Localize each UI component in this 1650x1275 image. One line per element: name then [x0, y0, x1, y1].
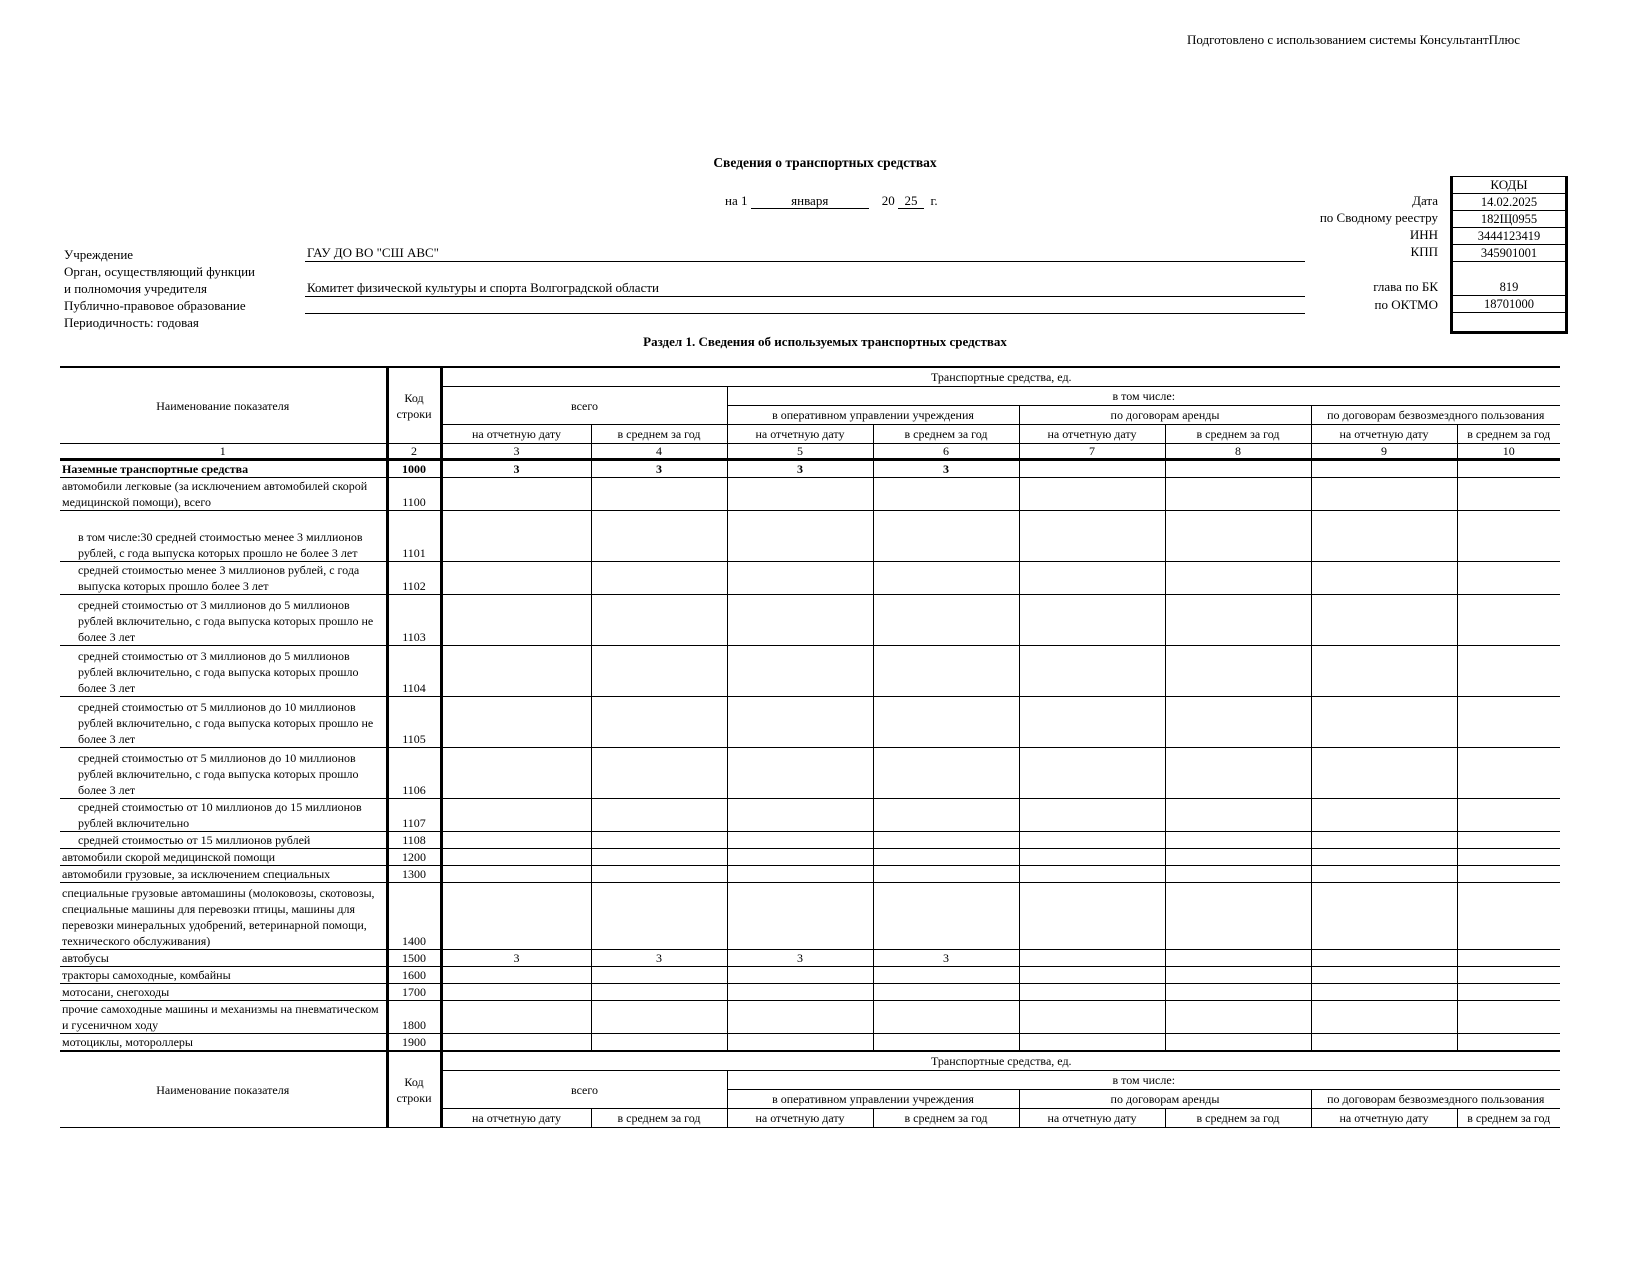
codes-label-inn: ИНН: [1409, 227, 1438, 242]
row-name: Наземные транспортные средства: [60, 460, 387, 478]
row-value[interactable]: [1311, 562, 1457, 595]
row-value[interactable]: [591, 1034, 727, 1052]
row-value[interactable]: [727, 883, 873, 950]
table-row: [60, 697, 1560, 748]
row-name: специальные грузовые автомашины (молоковозы, скотовозы, специальные машины для перевозки птицы, машины для перевозки минеральных удобрений, ветеринарной помощи, технического обслуживания): [60, 883, 387, 950]
row-code: 1500: [387, 950, 441, 967]
col-number: 4: [591, 444, 727, 460]
row-code: 1900: [387, 1034, 441, 1052]
row-value[interactable]: [591, 1001, 727, 1034]
row-value[interactable]: [1311, 646, 1457, 697]
header-transport: Транспортные средства, ед.: [441, 367, 1560, 387]
table-row: [60, 984, 1560, 1001]
repeat-header-including: в том числе:: [727, 1071, 1560, 1090]
row-value[interactable]: [441, 967, 591, 984]
row-value[interactable]: [1311, 950, 1457, 967]
date-year-prefix: 20: [881, 193, 895, 208]
row-name: средней стоимостью от 3 миллионов до 5 миллионов рублей включительно, с года выпуска которых прошло более 3 лет: [60, 646, 387, 697]
row-code: 1107: [387, 799, 441, 832]
row-code: 1700: [387, 984, 441, 1001]
repeat-header-free-use: по договорам безвозмездного пользования: [1311, 1090, 1560, 1109]
row-value[interactable]: [1457, 1001, 1560, 1034]
row-name: средней стоимостью менее 3 миллионов рублей, с года выпуска которых прошло более 3 лет: [60, 562, 387, 595]
row-value[interactable]: [1019, 697, 1165, 748]
table-row: [60, 849, 1560, 866]
header-free-use: по договорам безвозмездного пользования: [1311, 406, 1560, 425]
repeat-header-on-date: на отчетную дату: [727, 1109, 873, 1128]
row-value[interactable]: [1165, 984, 1311, 1001]
row-value[interactable]: [873, 595, 1019, 646]
section-title: Раздел 1. Сведения об используемых транспортных средствах: [643, 334, 1007, 349]
row-value[interactable]: 3: [873, 460, 1019, 478]
row-code: 1800: [387, 1001, 441, 1034]
row-value[interactable]: 3: [591, 950, 727, 967]
col-number: 6: [873, 444, 1019, 460]
table-row: [60, 1034, 1560, 1052]
table-row: [60, 562, 1560, 595]
row-value[interactable]: [441, 511, 591, 562]
row-value[interactable]: [1311, 460, 1457, 478]
row-value[interactable]: [441, 1034, 591, 1052]
row-value[interactable]: [1019, 595, 1165, 646]
row-value[interactable]: [1311, 883, 1457, 950]
row-value[interactable]: [873, 967, 1019, 984]
row-name: средней стоимостью от 5 миллионов до 10 миллионов рублей включительно, с года выпуска которых прошло более 3 лет: [60, 748, 387, 799]
row-value[interactable]: [727, 511, 873, 562]
row-name: средней стоимостью от 3 миллионов до 5 миллионов рублей включительно, с года выпуска которых прошло не более 3 лет: [60, 595, 387, 646]
row-value[interactable]: [1165, 646, 1311, 697]
founder-label-1: Орган, осуществляющий функции: [64, 264, 255, 279]
row-value[interactable]: [1165, 1034, 1311, 1052]
row-value[interactable]: [1019, 478, 1165, 511]
row-value[interactable]: [727, 478, 873, 511]
row-code: 1300: [387, 866, 441, 883]
row-value[interactable]: [873, 866, 1019, 883]
row-value[interactable]: [727, 748, 873, 799]
row-value[interactable]: [727, 832, 873, 849]
table-row: [60, 478, 1560, 511]
codes-header: КОДЫ: [1453, 176, 1565, 194]
table-row: [60, 646, 1560, 697]
table-row: [60, 832, 1560, 849]
row-value[interactable]: [1019, 799, 1165, 832]
institution-label: Учреждение: [64, 247, 134, 262]
row-value[interactable]: [441, 697, 591, 748]
header-lease: по договорам аренды: [1019, 406, 1311, 425]
row-value[interactable]: [1165, 950, 1311, 967]
row-value[interactable]: [1165, 562, 1311, 595]
col-number: 8: [1165, 444, 1311, 460]
row-value[interactable]: [727, 1034, 873, 1052]
row-value[interactable]: [727, 967, 873, 984]
row-value[interactable]: 3: [727, 460, 873, 478]
row-value[interactable]: [1019, 832, 1165, 849]
repeat-header-avg-year: в среднем за год: [873, 1109, 1019, 1128]
row-value[interactable]: [1019, 646, 1165, 697]
row-value[interactable]: [1019, 562, 1165, 595]
row-value[interactable]: [1457, 984, 1560, 1001]
row-name: в том числе:30 средней стоимостью менее 3 миллионов рублей, с года выпуска которых прошло не более 3 лет: [60, 511, 387, 562]
header-code: Код строки: [387, 367, 441, 444]
table-row: [60, 748, 1560, 799]
row-value[interactable]: [1311, 866, 1457, 883]
row-value[interactable]: [441, 646, 591, 697]
row-value[interactable]: [441, 866, 591, 883]
row-value[interactable]: [441, 595, 591, 646]
row-value[interactable]: [441, 984, 591, 1001]
founder-label-2: и полномочия учредителя: [64, 281, 207, 296]
table-row: [60, 967, 1560, 984]
row-value[interactable]: [1457, 511, 1560, 562]
row-value[interactable]: [1019, 984, 1165, 1001]
row-value[interactable]: [1165, 849, 1311, 866]
row-value[interactable]: [591, 562, 727, 595]
row-value[interactable]: [1165, 967, 1311, 984]
code-date: 14.02.2025: [1453, 194, 1565, 211]
row-value[interactable]: [1165, 511, 1311, 562]
row-value[interactable]: [873, 646, 1019, 697]
col-number: 5: [727, 444, 873, 460]
row-value[interactable]: [1165, 832, 1311, 849]
row-value[interactable]: [1311, 1034, 1457, 1052]
row-value[interactable]: [591, 511, 727, 562]
row-value[interactable]: [591, 646, 727, 697]
row-value[interactable]: [1311, 799, 1457, 832]
row-value[interactable]: [1019, 1034, 1165, 1052]
transport-table: [60, 366, 1560, 1128]
row-name: тракторы самоходные, комбайны: [60, 967, 387, 984]
row-name: средней стоимостью от 10 миллионов до 15 миллионов рублей включительно: [60, 799, 387, 832]
header-on-date: на отчетную дату: [1311, 425, 1457, 444]
row-value[interactable]: [1165, 883, 1311, 950]
periodicity: Периодичность: годовая: [64, 315, 199, 330]
repeat-header-on-date: на отчетную дату: [1019, 1109, 1165, 1128]
repeat-header-total: всего: [441, 1071, 727, 1109]
row-code: 1000: [387, 460, 441, 478]
header-including: в том числе:: [727, 387, 1560, 406]
row-value[interactable]: [873, 511, 1019, 562]
row-name: средней стоимостью от 5 миллионов до 10 миллионов рублей включительно, с года выпуска которых прошло не более 3 лет: [60, 697, 387, 748]
row-name: мотоциклы, мотороллеры: [60, 1034, 387, 1052]
row-value[interactable]: [1165, 799, 1311, 832]
row-value[interactable]: [1311, 595, 1457, 646]
row-value[interactable]: [1165, 478, 1311, 511]
table-row: [60, 799, 1560, 832]
date-year: 25: [898, 194, 924, 209]
date-month: января: [751, 194, 869, 209]
header-operational: в оперативном управлении учреждения: [727, 406, 1019, 425]
header-avg-year: в среднем за год: [873, 425, 1019, 444]
repeat-header-avg-year: в среднем за год: [1457, 1109, 1560, 1128]
row-name: автомобили скорой медицинской помощи: [60, 849, 387, 866]
row-value[interactable]: [873, 849, 1019, 866]
row-value[interactable]: [1457, 883, 1560, 950]
row-value[interactable]: 3: [441, 460, 591, 478]
repeat-header-code: Код строки: [387, 1051, 441, 1128]
institution-value: ГАУ ДО ВО "СШ АВС": [305, 245, 1305, 262]
row-value[interactable]: [1019, 967, 1165, 984]
report-date: [725, 193, 938, 209]
row-value[interactable]: [1165, 697, 1311, 748]
row-value[interactable]: [1019, 866, 1165, 883]
header-avg-year: в среднем за год: [591, 425, 727, 444]
repeat-header-name: Наименование показателя: [60, 1051, 387, 1128]
row-value[interactable]: [1019, 883, 1165, 950]
row-value[interactable]: [873, 478, 1019, 511]
row-value[interactable]: 3: [441, 950, 591, 967]
row-value[interactable]: [873, 562, 1019, 595]
repeat-header-operational: в оперативном управлении учреждения: [727, 1090, 1019, 1109]
row-value[interactable]: [591, 849, 727, 866]
codes-label-kpp: КПП: [1410, 244, 1438, 259]
row-value[interactable]: [591, 832, 727, 849]
row-code: 1108: [387, 832, 441, 849]
header-total: всего: [441, 387, 727, 425]
row-value[interactable]: [873, 984, 1019, 1001]
table-row: [60, 950, 1560, 967]
row-value[interactable]: [591, 866, 727, 883]
repeat-header-transport: Транспортные средства, ед.: [441, 1051, 1560, 1071]
code-oktmo: 18701000: [1453, 296, 1565, 313]
codes-block: [1450, 176, 1568, 334]
header-on-date: на отчетную дату: [727, 425, 873, 444]
row-value[interactable]: [727, 595, 873, 646]
row-value[interactable]: [591, 595, 727, 646]
row-value[interactable]: [591, 883, 727, 950]
row-code: 1102: [387, 562, 441, 595]
row-value[interactable]: 3: [873, 950, 1019, 967]
table-row: [60, 883, 1560, 950]
row-value[interactable]: [1311, 849, 1457, 866]
row-value[interactable]: 3: [591, 460, 727, 478]
date-suffix: г.: [930, 193, 938, 208]
row-name: автобусы: [60, 950, 387, 967]
row-value[interactable]: [1311, 1001, 1457, 1034]
row-value[interactable]: [1457, 849, 1560, 866]
row-value[interactable]: [1165, 460, 1311, 478]
row-value[interactable]: [1019, 748, 1165, 799]
row-value[interactable]: [1165, 595, 1311, 646]
row-value[interactable]: [591, 748, 727, 799]
row-value[interactable]: [1457, 646, 1560, 697]
table-row: [60, 1001, 1560, 1034]
founder-value: Комитет физической культуры и спорта Волгоградской области: [305, 280, 1305, 297]
code-bk: 819: [1453, 262, 1565, 296]
table-row: [60, 511, 1560, 562]
row-value[interactable]: [727, 849, 873, 866]
codes-label-date: Дата: [1412, 193, 1438, 208]
row-value[interactable]: [873, 799, 1019, 832]
row-value[interactable]: [441, 883, 591, 950]
row-value[interactable]: [441, 748, 591, 799]
municipality-label: Публично-правовое образование: [64, 298, 246, 313]
row-value[interactable]: [1311, 984, 1457, 1001]
repeat-header-lease: по договорам аренды: [1019, 1090, 1311, 1109]
col-number: 7: [1019, 444, 1165, 460]
col-number: 9: [1311, 444, 1457, 460]
header-on-date: на отчетную дату: [1019, 425, 1165, 444]
row-code: 1101: [387, 511, 441, 562]
row-value[interactable]: [441, 832, 591, 849]
codes-label-oktmo: по ОКТМО: [1374, 297, 1438, 312]
row-value[interactable]: [1165, 748, 1311, 799]
header-avg-year: в среднем за год: [1457, 425, 1560, 444]
row-value[interactable]: [1457, 799, 1560, 832]
row-value[interactable]: [1311, 748, 1457, 799]
row-value[interactable]: [441, 562, 591, 595]
row-value[interactable]: [873, 1001, 1019, 1034]
row-value[interactable]: [873, 883, 1019, 950]
row-value[interactable]: [1311, 697, 1457, 748]
row-value[interactable]: 3: [727, 950, 873, 967]
col-number: 2: [387, 444, 441, 460]
row-value[interactable]: [1019, 511, 1165, 562]
codes-label-bk: глава по БК: [1373, 279, 1438, 294]
document-title: Сведения о транспортных средствах: [713, 155, 937, 170]
codes-label-registry: по Сводному реестру: [1319, 210, 1438, 225]
header-avg-year: в среднем за год: [1165, 425, 1311, 444]
row-value[interactable]: [727, 697, 873, 748]
row-value[interactable]: [591, 697, 727, 748]
row-value[interactable]: [1165, 1001, 1311, 1034]
row-value[interactable]: [1457, 866, 1560, 883]
row-value[interactable]: [1457, 478, 1560, 511]
row-name: мотосани, снегоходы: [60, 984, 387, 1001]
table-row: [60, 866, 1560, 883]
header-name: Наименование показателя: [60, 367, 387, 444]
table-row: [60, 460, 1560, 478]
code-registry: 182Щ0955: [1453, 211, 1565, 228]
code-kpp: 345901001: [1453, 245, 1565, 262]
consultant-note: Подготовлено с использованием системы КонсультантПлюс: [1186, 32, 1520, 47]
code-blank: [1453, 313, 1565, 331]
row-name: прочие самоходные машины и механизмы на пневматическом и гусеничном ходу: [60, 1001, 387, 1034]
row-name: средней стоимостью от 15 миллионов рублей: [60, 832, 387, 849]
col-number: 3: [441, 444, 591, 460]
col-number: 10: [1457, 444, 1560, 460]
header-on-date: на отчетную дату: [441, 425, 591, 444]
repeat-header-avg-year: в среднем за год: [1165, 1109, 1311, 1128]
repeat-header-on-date: на отчетную дату: [441, 1109, 591, 1128]
row-name: автомобили легковые (за исключением автомобилей скорой медицинской помощи), всего: [60, 478, 387, 511]
row-value[interactable]: [441, 849, 591, 866]
row-value[interactable]: [1457, 562, 1560, 595]
row-value[interactable]: [1457, 950, 1560, 967]
repeat-header-avg-year: в среднем за год: [591, 1109, 727, 1128]
row-value[interactable]: [441, 478, 591, 511]
row-code: 1100: [387, 478, 441, 511]
row-value[interactable]: [727, 799, 873, 832]
row-code: 1104: [387, 646, 441, 697]
row-value[interactable]: [1457, 1034, 1560, 1052]
row-value[interactable]: [441, 1001, 591, 1034]
col-number: 1: [60, 444, 387, 460]
row-value[interactable]: [441, 799, 591, 832]
row-value[interactable]: [727, 562, 873, 595]
row-value[interactable]: [591, 478, 727, 511]
row-code: 1105: [387, 697, 441, 748]
row-value[interactable]: [1165, 866, 1311, 883]
row-value[interactable]: [727, 984, 873, 1001]
row-value[interactable]: [1019, 849, 1165, 866]
table-row: [60, 595, 1560, 646]
row-value[interactable]: [1457, 697, 1560, 748]
municipality-value: [305, 297, 1305, 314]
row-value[interactable]: [1311, 832, 1457, 849]
repeat-header-on-date: на отчетную дату: [1311, 1109, 1457, 1128]
row-value[interactable]: [1457, 595, 1560, 646]
row-value[interactable]: [1457, 460, 1560, 478]
date-prefix: на 1: [725, 193, 748, 208]
row-value[interactable]: [1019, 1001, 1165, 1034]
row-value[interactable]: [1311, 967, 1457, 984]
row-value[interactable]: [591, 984, 727, 1001]
row-value[interactable]: [1019, 950, 1165, 967]
row-value[interactable]: [1311, 511, 1457, 562]
row-value[interactable]: [1457, 967, 1560, 984]
row-name: автомобили грузовые, за исключением специальных: [60, 866, 387, 883]
row-code: 1400: [387, 883, 441, 950]
row-value[interactable]: [873, 748, 1019, 799]
row-value[interactable]: [1311, 478, 1457, 511]
row-value[interactable]: [1457, 832, 1560, 849]
row-value[interactable]: [873, 832, 1019, 849]
row-code: 1200: [387, 849, 441, 866]
row-value[interactable]: [1019, 460, 1165, 478]
row-value[interactable]: [873, 1034, 1019, 1052]
row-code: 1106: [387, 748, 441, 799]
row-value[interactable]: [591, 799, 727, 832]
code-inn: 3444123419: [1453, 228, 1565, 245]
row-value[interactable]: [727, 1001, 873, 1034]
row-value[interactable]: [1457, 748, 1560, 799]
row-code: 1600: [387, 967, 441, 984]
row-value[interactable]: [591, 967, 727, 984]
row-value[interactable]: [873, 697, 1019, 748]
row-value[interactable]: [727, 866, 873, 883]
row-code: 1103: [387, 595, 441, 646]
row-value[interactable]: [727, 646, 873, 697]
